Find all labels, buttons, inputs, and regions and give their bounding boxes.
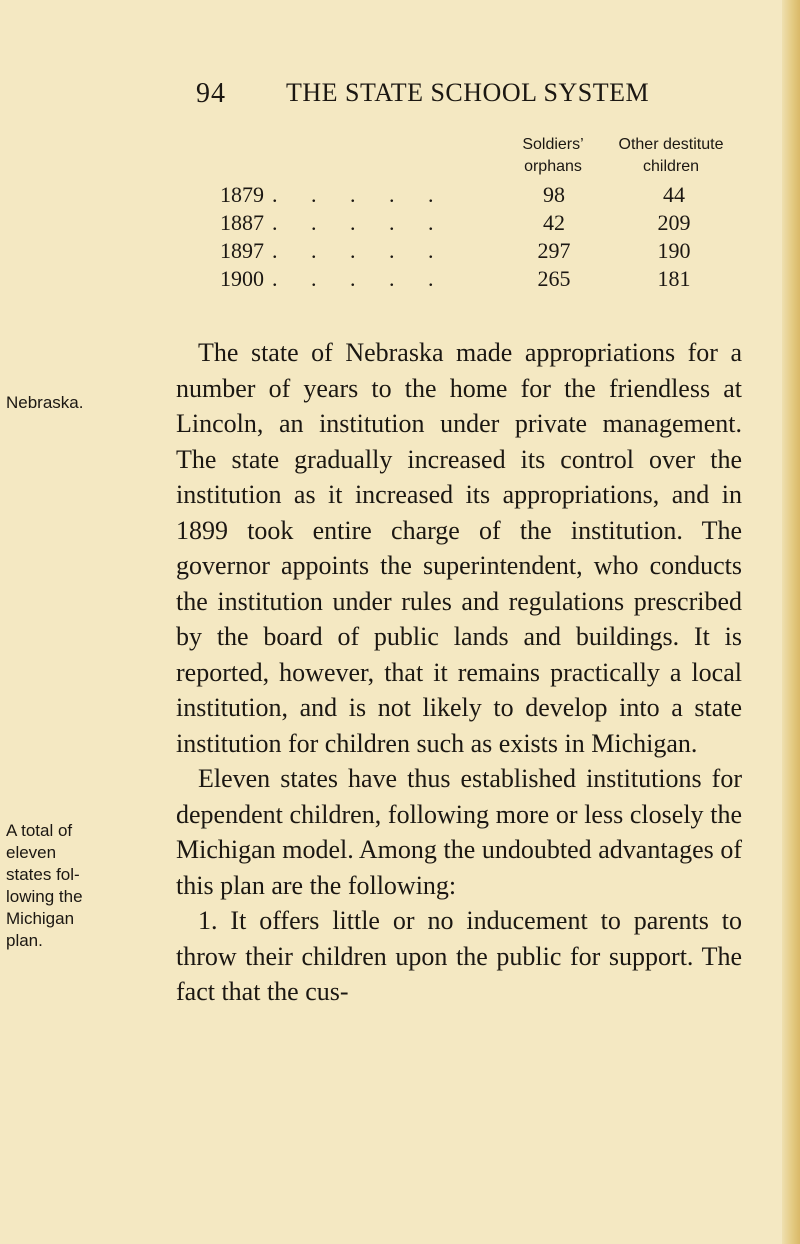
- orphans-cell: 42: [543, 210, 565, 235]
- margin-note-nebraska: Nebraska.: [6, 393, 84, 412]
- orphans-cell: 98: [543, 182, 565, 207]
- children-cell: 44: [663, 182, 685, 207]
- page-header: [0, 78, 800, 118]
- column-header-destitute-children: [610, 134, 732, 178]
- table-row: [0, 182, 800, 210]
- margin-note-line: Michigan: [6, 909, 75, 928]
- leader-dots: . . . . .: [272, 238, 448, 263]
- margin-note-total-eleven: [6, 820, 116, 952]
- table-row: [0, 238, 800, 266]
- table-row: [0, 210, 800, 238]
- margin-note-line: lowing the: [6, 887, 83, 906]
- body-text: [176, 335, 742, 1010]
- year-cell: 1887: [220, 210, 264, 235]
- orphans-cell: 265: [537, 266, 571, 291]
- paragraph: The state of Nebraska made appropriations for a number of years to the home for the friendless at Lincoln, an institution under private management. The state gradually increased its control over the institution as it increased its appropriations, and in 1899 took entire charge of the institution. The governor appoints the superintendent, who conducts the institution under rules and regulations prescribed by the board of public lands and buildings. It is reported, however, that it remains practically a local institution, and is not likely to develop into a state institution for children such as exists in Michigan.: [176, 338, 742, 758]
- column-header-line: Soldiers’: [522, 136, 584, 153]
- column-header-line: Other destitute: [618, 136, 724, 153]
- paragraph: 1. It offers little or no inducement to parents to throw their children upon the public for support. The fact that the cus-: [176, 906, 742, 1006]
- margin-note-line: A total of: [6, 821, 73, 840]
- margin-note-line: states fol-: [6, 865, 80, 884]
- leader-dots: . . . . .: [272, 182, 448, 207]
- running-head: THE STATE SCHOOL SYSTEM: [286, 78, 650, 107]
- children-cell: 181: [657, 266, 691, 291]
- year-cell: 1900: [220, 266, 264, 291]
- margin-note-line: eleven: [6, 843, 57, 862]
- table-row: [0, 266, 800, 294]
- column-header-line: orphans: [524, 158, 582, 175]
- children-cell: 190: [657, 238, 691, 263]
- column-header-line: children: [642, 158, 700, 175]
- margin-note-line: plan.: [6, 931, 43, 950]
- leader-dots: . . . . .: [272, 210, 448, 235]
- paragraph: Eleven states have thus established institutions for dependent children, following more or less closely the Michigan model. Among the undoubted advantages of this plan are the following:: [176, 764, 742, 900]
- page-number: 94: [196, 78, 226, 109]
- year-cell: 1897: [220, 238, 264, 263]
- orphans-cell: 297: [537, 238, 571, 263]
- statistics-table: [0, 182, 800, 294]
- year-cell: 1879: [220, 182, 264, 207]
- leader-dots: . . . . .: [272, 266, 448, 291]
- column-header-soldiers-orphans: [508, 134, 598, 178]
- children-cell: 209: [657, 210, 691, 235]
